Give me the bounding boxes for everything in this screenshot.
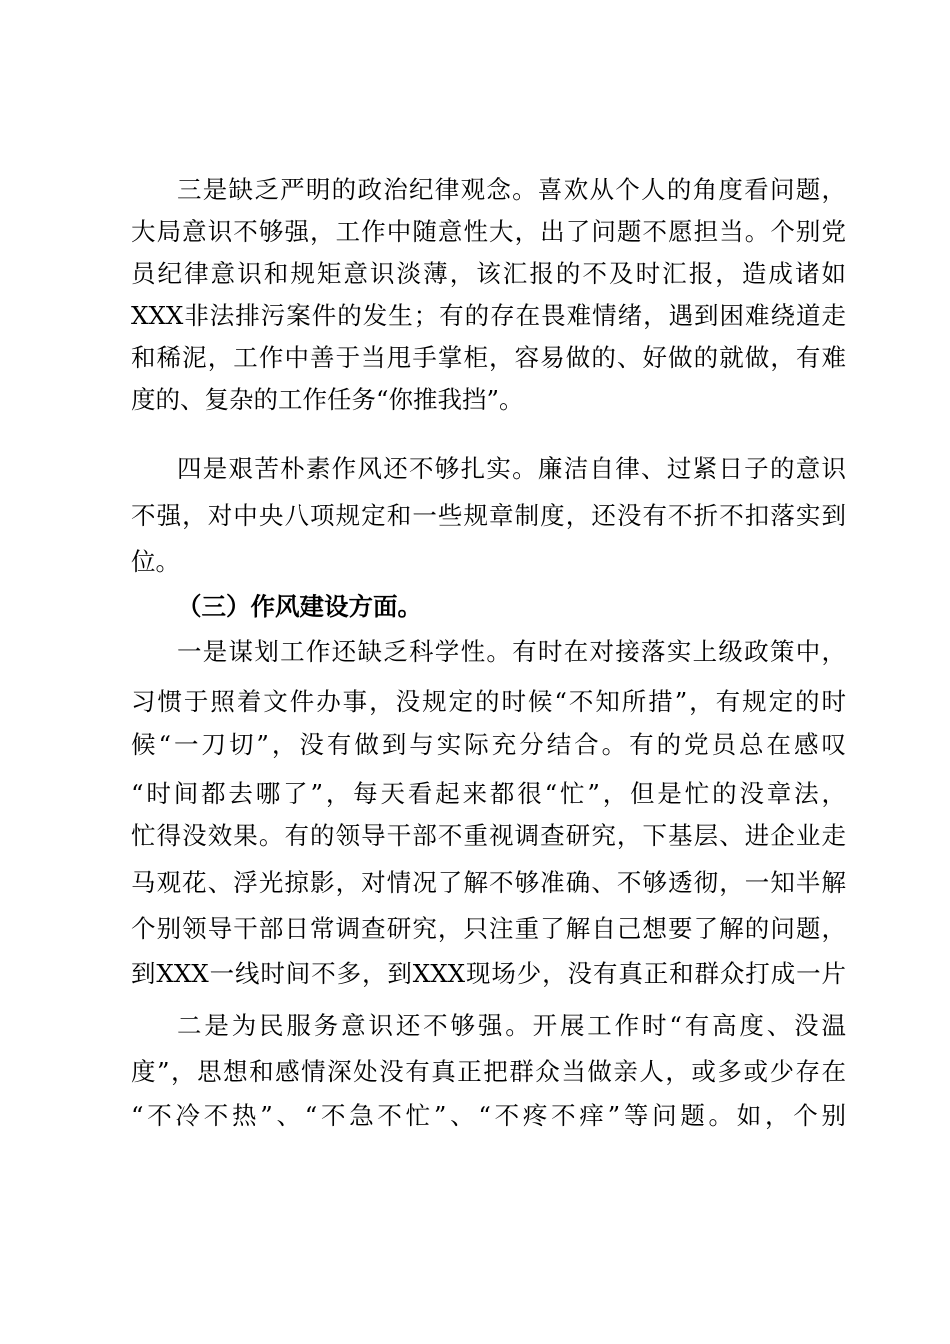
paragraph-line: “不冷不热”、“不急不忙”、“不疼不痒”等问题。如，个别: [131, 1101, 846, 1130]
paragraph-line: 员纪律意识和规矩意识淡薄，该汇报的不及时汇报，造成诸如: [131, 259, 846, 288]
paragraph-line: 二是为民服务意识还不够强。开展工作时“有高度、没温: [177, 1011, 846, 1040]
paragraph-line: 到XXX一线时间不多，到XXX现场少，没有真正和群众打成一片: [131, 959, 846, 988]
paragraph-line: 候“一刀切”，没有做到与实际充分结合。有的党员总在感叹: [131, 730, 846, 759]
section-heading: （三）作风建设方面。: [177, 592, 422, 621]
paragraph-line: 一是谋划工作还缺乏科学性。有时在对接落实上级政策中，: [177, 637, 846, 666]
paragraph-line: 度”，思想和感情深处没有真正把群众当做亲人，或多或少存在: [131, 1057, 846, 1086]
paragraph-line: 马观花、浮光掠影，对情况了解不够准确、不够透彻，一知半解: [131, 868, 846, 897]
paragraph-line: “时间都去哪了”，每天看起来都很“忙”，但是忙的没章法，: [131, 779, 846, 808]
paragraph-line: 度的、复杂的工作任务“你推我挡”。: [131, 385, 524, 414]
paragraph-line: 习惯于照着文件办事，没规定的时候“不知所措”，有规定的时: [131, 687, 846, 716]
paragraph-line: 不强，对中央八项规定和一些规章制度，还没有不折不扣落实到: [131, 501, 846, 530]
paragraph-line: 和稀泥，工作中善于当甩手掌柜，容易做的、好做的就做，有难: [131, 343, 846, 372]
paragraph-line: 位。: [131, 547, 180, 576]
paragraph-line: XXX非法排污案件的发生；有的存在畏难情绪，遇到困难绕道走: [131, 301, 846, 330]
paragraph-line: 忙得没效果。有的领导干部不重视调查研究，下基层、进企业走: [131, 821, 846, 850]
paragraph-line: 大局意识不够强，工作中随意性大，出了问题不愿担当。个别党: [131, 217, 846, 246]
paragraph-line: 个别领导干部日常调查研究，只注重了解自己想要了解的问题，: [131, 914, 846, 943]
paragraph-line: 四是艰苦朴素作风还不够扎实。廉洁自律、过紧日子的意识: [177, 454, 846, 483]
paragraph-line: 三是缺乏严明的政治纪律观念。喜欢从个人的角度看问题，: [177, 175, 846, 204]
